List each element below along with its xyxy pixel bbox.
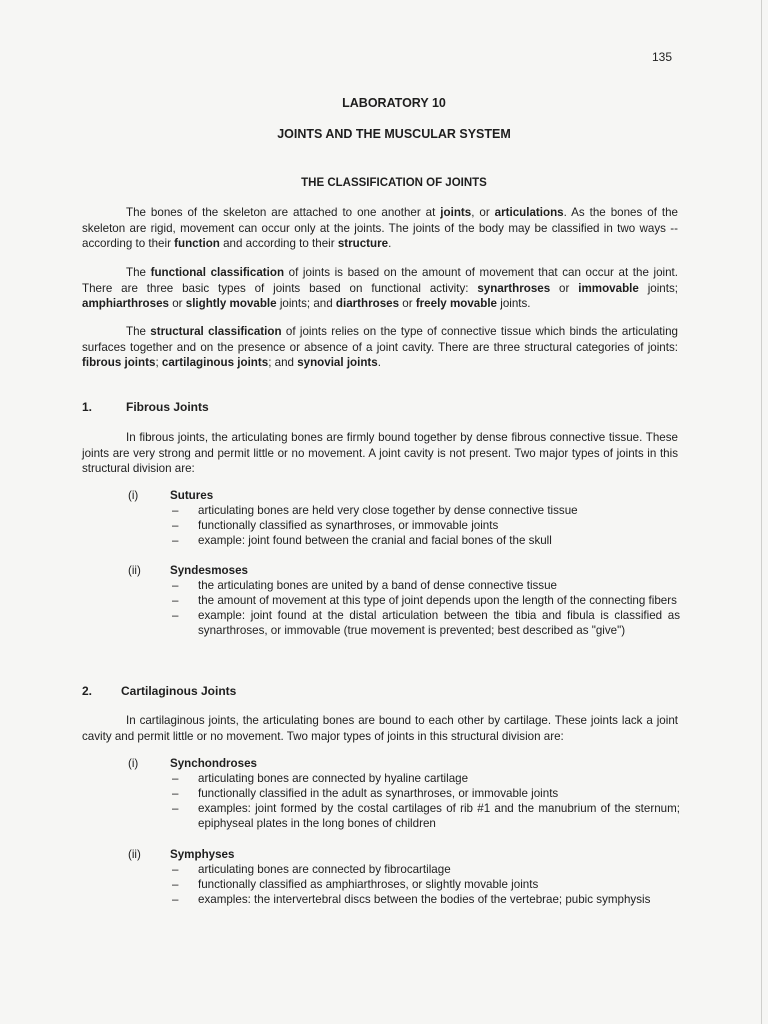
text-run: The [126,325,151,338]
cartilaginous-section-number: 2. [82,684,93,698]
bullet-text: functionally classified as synarthroses, or immovable joints [198,519,499,532]
bold-term: cartilaginous joints [161,356,269,369]
bullet-text: examples: the intervertebral discs between the bodies of the vertebrae; pubic symphysis [198,893,651,906]
bold-term: articulations [494,206,564,219]
text-run: . [388,237,392,250]
bullet-dash: – [172,594,179,607]
bullet-list [170,503,680,548]
bullet-list [170,578,680,638]
text-run: joints; and [276,297,336,310]
bullet-text: the amount of movement at this type of joint depends upon the length of the connecting fibers [198,594,677,607]
text-run: . [377,356,381,369]
bold-term: joints [440,206,472,219]
text-run: joints; [638,281,678,295]
bullet-text: articulating bones are held very close together by dense connective tissue [198,504,578,517]
bullet-dash: – [172,893,179,906]
bold-term: fibrous joints [82,356,156,369]
lab-title: LABORATORY 10 [342,96,446,110]
bullet-text: the articulating bones are united by a band of dense connective tissue [198,579,558,592]
bullet-item [170,593,680,608]
text-run: joints. [497,297,531,310]
bullet-item [170,578,680,593]
bullet-dash: – [172,519,179,532]
bullet-item [170,771,680,786]
bullet-dash: – [172,534,179,547]
bold-term: immovable [578,281,639,295]
page-edge [761,0,762,1024]
item-numeral: (ii) [128,564,141,577]
text-run: or [550,281,579,295]
bullet-item [170,877,680,892]
bullet-list [170,771,680,831]
text-run: The bones of the skeleton are attached to one another at [126,206,441,219]
bold-term: function [174,237,220,250]
bullet-dash: – [172,878,179,891]
section-title: THE CLASSIFICATION OF JOINTS [301,177,487,189]
bullet-text: examples: joint formed by the costal cartilages of rib #1 and the manubrium of the sternum; epiphyseal plates in the long bones of children [198,802,680,830]
bullet-text: example: joint found at the distal articulation between the tibia and fibula is classified as synarthroses, or immovable (true movement is prevented; best described as "give") [198,609,680,637]
text-run: In fibrous joints, the articulating bones are firmly bound together by dense fibrous connective tissue. These joints are very strong and permit little or no movement. A joint cavity is not present. Two major types of joints in this structural division are: [82,431,678,475]
item-title: Sutures [170,489,214,502]
fibrous-joints-paragraph [82,430,678,477]
item-title: Syndesmoses [170,564,248,577]
bold-term: structure [337,237,389,250]
bold-term: slightly movable [185,297,277,310]
text-run: or [168,297,186,310]
functional-classification-paragraph [82,265,678,312]
bullet-text: functionally classified as amphiarthroses, or slightly movable joints [198,878,539,891]
bullet-text: functionally classified in the adult as synarthroses, or immovable joints [198,787,559,800]
text-run: In cartilaginous joints, the articulating bones are bound to each other by cartilage. These joints lack a joint cavity and permit little or no movement. Two major types of joints in this structural division are: [82,714,678,743]
text-run: of joints relies on the type of connective tissue which binds the articulating surfaces together and on the presence or absence of a joint cavity. There are three structural categories of joints: [82,325,678,354]
bullet-dash: – [172,579,179,592]
item-numeral: (i) [128,489,139,502]
bullet-dash: – [172,863,179,876]
bullet-item [170,801,680,831]
bold-term: synarthroses [477,281,551,295]
lab-subtitle: JOINTS AND THE MUSCULAR SYSTEM [277,127,511,141]
text-run: and according to their [219,237,338,250]
text-run: or [399,297,416,310]
item-title: Symphyses [170,848,235,861]
bullet-dash: – [172,609,179,622]
bold-term: synovial joints [297,356,378,369]
bullet-item [170,892,680,907]
text-run: of joints is based on the amount of movement that can occur at the joint. There are three basic types of joints based on functional activity: [82,266,678,295]
bullet-text: example: joint found between the cranial and facial bones of the skull [198,534,552,547]
bold-term: structural classification [150,325,282,338]
bullet-dash: – [172,787,179,800]
bold-term: amphiarthroses [82,297,169,310]
item-numeral: (i) [128,757,139,770]
text-run: ; [155,356,162,369]
page-number: 135 [652,50,673,64]
cartilaginous-joints-paragraph [82,713,678,744]
bullet-item [170,518,680,533]
cartilaginous-section-heading: Cartilaginous Joints [121,684,237,698]
fibrous-section-heading: Fibrous Joints [126,400,209,414]
bullet-text: articulating bones are connected by fibrocartilage [198,863,451,876]
text-run: ; and [268,356,298,369]
bold-term: freely movable [415,297,498,310]
bullet-item [170,533,680,548]
item-numeral: (ii) [128,848,141,861]
bullet-item [170,503,680,518]
bold-term: diarthroses [335,297,400,310]
bullet-item [170,786,680,801]
bullet-dash: – [172,504,179,517]
structural-classification-paragraph [82,324,678,371]
bullet-text: articulating bones are connected by hyaline cartilage [198,772,469,785]
bullet-list [170,862,680,907]
bullet-dash: – [172,772,179,785]
fibrous-section-number: 1. [82,400,93,414]
item-title: Synchondroses [170,757,257,770]
text-run: . As the bones of the skeleton are rigid, movement can occur only at the joints. The joints of the body may be classified in two ways -- according to their [82,206,678,250]
bold-term: functional classification [150,266,285,279]
text-run: The [126,266,151,279]
bullet-item [170,608,680,638]
bullet-dash: – [172,802,179,815]
text-run: , or [471,206,495,219]
bullet-item [170,862,680,877]
intro-paragraph [82,205,678,252]
